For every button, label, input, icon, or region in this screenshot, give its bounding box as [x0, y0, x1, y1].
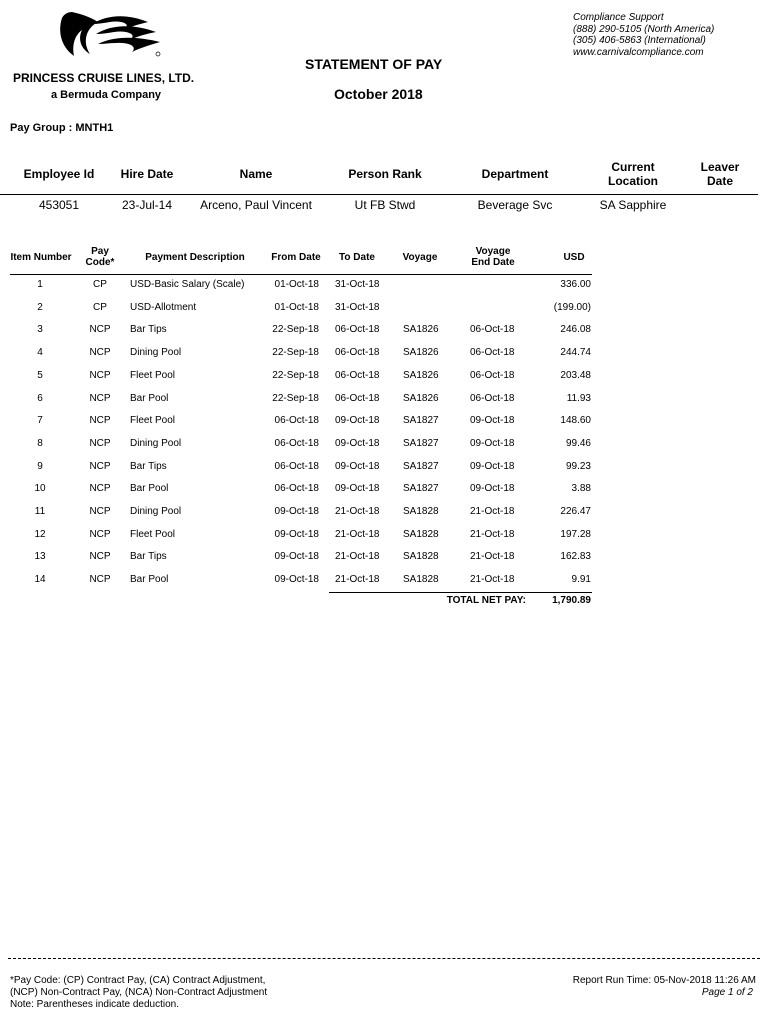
- hire-date-value: 23-Jul-14: [121, 198, 173, 212]
- from-date-cell: 22-Sep-18: [272, 392, 319, 404]
- to-date-cell: 21-Oct-18: [335, 574, 380, 586]
- item-number-cell: 10: [34, 483, 46, 495]
- header-leaver-date-line1: Leaver: [700, 160, 740, 174]
- col-pay-code-line1: Pay: [91, 246, 109, 257]
- from-date-cell: 06-Oct-18: [274, 415, 319, 427]
- to-date-cell: 21-Oct-18: [335, 506, 380, 517]
- person-rank-value: Ut FB Stwd: [354, 198, 416, 212]
- from-date-cell: 06-Oct-18: [274, 460, 319, 472]
- usd-amount-cell: 99.23: [565, 460, 591, 472]
- usd-amount-cell: 203.48: [560, 369, 591, 381]
- payment-description-cell: Bar Pool: [130, 574, 169, 586]
- payment-description-cell: Bar Tips: [130, 551, 167, 563]
- col-voyage-end-date-line2: End Date: [471, 257, 515, 268]
- pay-code-cell: NCP: [89, 437, 111, 449]
- to-date-cell: 06-Oct-18: [335, 392, 380, 404]
- payment-description-cell: Dining Pool: [130, 506, 182, 517]
- compliance-website: www.carnivalcompliance.com: [573, 46, 704, 58]
- item-number-cell: 12: [34, 528, 46, 540]
- usd-amount-cell: 148.60: [560, 415, 591, 427]
- usd-amount-cell: 11.93: [566, 392, 591, 404]
- pay-code-cell: CP: [93, 301, 107, 313]
- pay-code-cell: NCP: [89, 369, 111, 381]
- col-voyage: Voyage: [402, 252, 438, 263]
- employee-id-value: 453051: [38, 198, 80, 212]
- col-payment-description: Payment Description: [145, 252, 245, 263]
- from-date-cell: 22-Sep-18: [272, 324, 319, 336]
- to-date-cell: 31-Oct-18: [335, 279, 380, 290]
- voyage-end-date-cell: 21-Oct-18: [470, 574, 515, 586]
- legend-line-2: (NCP) Non-Contract Pay, (NCA) Non-Contract Adjustment: [10, 987, 268, 998]
- usd-amount-cell: 9.91: [571, 574, 591, 586]
- voyage-cell: SA1827: [403, 460, 439, 472]
- pay-code-cell: NCP: [89, 528, 111, 540]
- col-usd: USD: [563, 252, 585, 263]
- from-date-cell: 06-Oct-18: [274, 483, 319, 495]
- usd-amount-cell: 197.28: [560, 528, 591, 540]
- usd-amount-cell: 244.74: [560, 347, 591, 359]
- voyage-end-date-cell: [470, 301, 530, 314]
- usd-amount-cell: (199.00): [553, 301, 591, 313]
- col-item-number: Item Number: [10, 252, 72, 263]
- from-date-cell: 09-Oct-18: [274, 574, 319, 586]
- item-number-cell: 1: [37, 279, 43, 290]
- compliance-phone-na: (888) 290-5105 (North America): [573, 23, 715, 35]
- item-number-cell: 14: [34, 574, 46, 586]
- to-date-cell: 09-Oct-18: [335, 437, 380, 449]
- pay-code-cell: CP: [93, 279, 107, 290]
- from-date-cell: 09-Oct-18: [274, 551, 319, 563]
- pay-code-cell: NCP: [89, 324, 111, 336]
- voyage-end-date-cell: 21-Oct-18: [470, 506, 515, 517]
- voyage-cell: SA1828: [403, 506, 439, 517]
- item-number-cell: 4: [37, 347, 43, 359]
- legend-line-1: *Pay Code: (CP) Contract Pay, (CA) Contract Adjustment,: [10, 975, 266, 986]
- col-to-date: To Date: [339, 252, 375, 263]
- report-run-time: Report Run Time: 05-Nov-2018 11:26 AM: [572, 975, 756, 986]
- voyage-end-date-cell: 06-Oct-18: [470, 392, 515, 404]
- payment-description-cell: Fleet Pool: [130, 369, 176, 381]
- item-number-cell: 2: [37, 301, 43, 313]
- payment-description-cell: USD-Allotment: [130, 301, 197, 313]
- voyage-end-date-cell: 06-Oct-18: [470, 324, 515, 336]
- to-date-cell: 31-Oct-18: [335, 301, 380, 313]
- header-name: Name: [239, 167, 273, 181]
- col-pay-code: [78, 246, 122, 268]
- voyage-cell: SA1826: [403, 369, 439, 381]
- header-leaver-date-line2: Date: [706, 174, 733, 188]
- to-date-cell: 21-Oct-18: [335, 528, 380, 540]
- voyage-cell: SA1826: [403, 347, 439, 359]
- from-date-cell: 01-Oct-18: [274, 301, 319, 313]
- usd-amount-cell: 162.83: [560, 551, 591, 563]
- pay-code-cell: NCP: [89, 415, 111, 427]
- payment-description-cell: Bar Pool: [130, 483, 169, 495]
- voyage-end-date-cell: 21-Oct-18: [470, 528, 515, 540]
- payment-description-cell: Bar Pool: [130, 392, 169, 404]
- usd-amount-cell: 246.08: [560, 324, 591, 336]
- from-date-cell: 01-Oct-18: [274, 279, 319, 290]
- voyage-end-date-cell: 06-Oct-18: [470, 347, 515, 359]
- page-number: Page 1 of 2: [701, 987, 753, 998]
- footer-divider: [8, 958, 760, 959]
- company-name: PRINCESS CRUISE LINES, LTD.: [13, 71, 195, 85]
- employee-header-divider: [0, 194, 758, 195]
- items-header-divider: [10, 274, 592, 275]
- company-subtitle: a Bermuda Company: [51, 89, 162, 101]
- voyage-end-date-cell: 21-Oct-18: [470, 551, 515, 563]
- to-date-cell: 06-Oct-18: [335, 369, 380, 381]
- voyage-cell: SA1828: [403, 574, 439, 586]
- header-current-location-line2: Location: [608, 174, 658, 188]
- current-location-value: SA Sapphire: [599, 198, 667, 212]
- to-date-cell: 06-Oct-18: [335, 324, 380, 336]
- document-period: October 2018: [334, 86, 423, 102]
- voyage-end-date-cell: 06-Oct-18: [470, 369, 515, 381]
- total-divider: [329, 592, 592, 593]
- pay-code-cell: NCP: [89, 506, 111, 517]
- pay-code-cell: NCP: [89, 483, 111, 495]
- seawitch-logo-icon: [52, 8, 164, 60]
- compliance-phone-intl: (305) 406-5863 (International): [573, 35, 706, 46]
- compliance-support: [573, 12, 714, 58]
- item-number-cell: 13: [34, 551, 46, 563]
- header-current-location-line1: Current: [611, 160, 655, 174]
- header-current-location: [597, 160, 669, 188]
- pay-code-legend: [10, 975, 267, 1011]
- voyage-cell: SA1827: [403, 483, 439, 495]
- pay-code-cell: NCP: [89, 392, 111, 404]
- payment-description-cell: Dining Pool: [130, 437, 182, 449]
- col-from-date: From Date: [271, 252, 321, 263]
- total-net-pay-label: TOTAL NET PAY:: [446, 595, 526, 606]
- pay-code-cell: NCP: [89, 551, 111, 563]
- from-date-cell: 22-Sep-18: [272, 369, 319, 381]
- payment-description-cell: USD-Basic Salary (Scale): [130, 279, 245, 290]
- voyage-end-date-cell: 09-Oct-18: [470, 483, 515, 495]
- payment-description-cell: Fleet Pool: [130, 415, 176, 427]
- to-date-cell: 09-Oct-18: [335, 460, 380, 472]
- legend-note: Note: Parentheses indicate deduction.: [10, 999, 179, 1010]
- usd-amount-cell: 3.88: [571, 483, 591, 495]
- payment-description-cell: Bar Tips: [130, 324, 167, 336]
- item-number-cell: 7: [37, 415, 43, 427]
- to-date-cell: 21-Oct-18: [335, 551, 380, 563]
- total-net-pay-value: 1,790.89: [552, 595, 591, 606]
- payment-description-cell: Dining Pool: [130, 347, 182, 359]
- voyage-cell: [403, 301, 453, 314]
- to-date-cell: 06-Oct-18: [335, 347, 380, 359]
- to-date-cell: 09-Oct-18: [335, 483, 380, 495]
- payment-description-cell: Bar Tips: [130, 460, 167, 472]
- voyage-end-date-cell: 09-Oct-18: [470, 460, 515, 472]
- usd-amount-cell: 336.00: [560, 279, 591, 290]
- from-date-cell: 22-Sep-18: [272, 347, 319, 359]
- voyage-cell: SA1826: [403, 392, 439, 404]
- from-date-cell: 09-Oct-18: [274, 528, 319, 540]
- from-date-cell: 06-Oct-18: [274, 437, 319, 449]
- voyage-end-date-cell: 09-Oct-18: [470, 415, 515, 427]
- item-number-cell: 9: [37, 460, 43, 472]
- voyage-cell: SA1828: [403, 551, 439, 563]
- voyage-end-date-cell: [470, 278, 530, 291]
- voyage-cell: [403, 278, 453, 291]
- voyage-end-date-cell: 09-Oct-18: [470, 437, 515, 449]
- header-hire-date: Hire Date: [120, 167, 174, 181]
- document-title: STATEMENT OF PAY: [305, 56, 443, 72]
- header-person-rank: Person Rank: [348, 167, 422, 181]
- usd-amount-cell: 226.47: [560, 506, 591, 517]
- header-department: Department: [481, 167, 549, 181]
- item-number-cell: 11: [34, 506, 46, 517]
- compliance-label: Compliance Support: [573, 12, 664, 23]
- pay-code-cell: NCP: [89, 574, 111, 586]
- pay-code-cell: NCP: [89, 347, 111, 359]
- item-number-cell: 8: [37, 437, 43, 449]
- voyage-cell: SA1827: [403, 437, 439, 449]
- voyage-cell: SA1826: [403, 324, 439, 336]
- payment-description-cell: Fleet Pool: [130, 528, 176, 540]
- col-pay-code-line2: Code*: [85, 257, 115, 268]
- pay-code-cell: NCP: [89, 460, 111, 472]
- col-voyage-end-date: [462, 246, 524, 268]
- employee-name-value: Arceno, Paul Vincent: [200, 198, 312, 212]
- item-number-cell: 6: [37, 392, 43, 404]
- to-date-cell: 09-Oct-18: [335, 415, 380, 427]
- from-date-cell: 09-Oct-18: [274, 506, 319, 517]
- item-number-cell: 5: [37, 369, 43, 381]
- header-leaver-date: [690, 160, 750, 188]
- voyage-cell: SA1827: [403, 415, 439, 427]
- department-value: Beverage Svc: [477, 198, 553, 212]
- col-voyage-end-date-line1: Voyage: [475, 246, 511, 257]
- usd-amount-cell: 99.46: [565, 437, 591, 449]
- header-employee-id: Employee Id: [23, 167, 95, 181]
- pay-group: Pay Group : MNTH1: [10, 122, 114, 134]
- voyage-cell: SA1828: [403, 528, 439, 540]
- item-number-cell: 3: [37, 324, 43, 336]
